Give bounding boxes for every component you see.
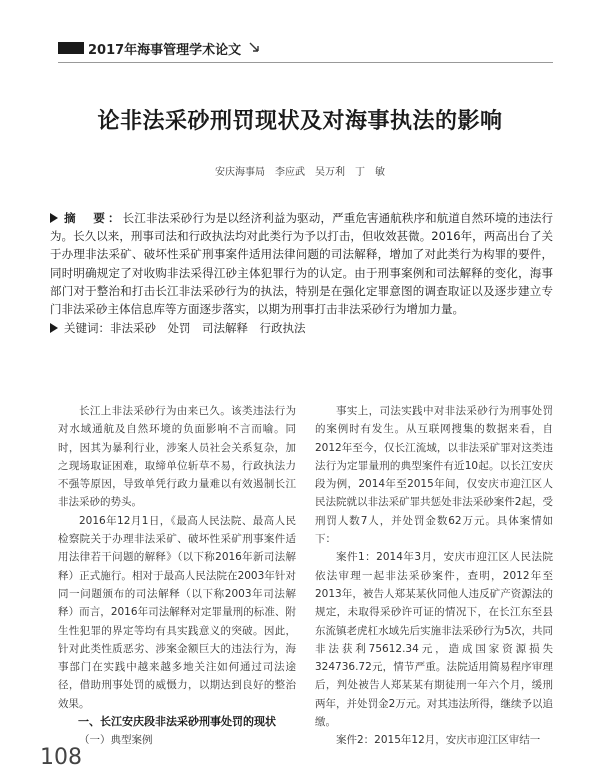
journal-name: 2017年海事管理学术论文 — [88, 43, 242, 58]
header-rule — [58, 62, 553, 63]
section-heading: 一、长江安庆段非法采砂刑事处罚的现状 — [78, 715, 276, 729]
author-line: 安庆海事局 李应武 吴万利 丁 敏 — [215, 167, 385, 178]
arrow-icon — [248, 40, 262, 54]
subsection-heading: （一）典型案例 — [79, 734, 153, 747]
body-column-left — [58, 402, 296, 750]
keywords — [50, 319, 553, 337]
paragraph: 2016年12月1日，《最高人民法院、最高人民检察院关于办理非法采矿、破坏性采矿刑事案件适用法律若干问题的解释》（以下称2016年新司法解释）正式施行。相对于最高人民法院在2003年针对同一问题颁布的司法解释（以下称2003年司法解释）而言，2016年司法解释对定罪量刑的标准、附生性犯罪的界定等均有具实践意义的突破。因此，针对此类性质恶劣、涉案金额巨大的违法行为，海事部门在实践中越来越多地关注如何通过司法途径，借助刑事处罚的威慑力，以期达到良好的整治效果。 — [58, 514, 296, 710]
body-column-right — [315, 402, 553, 750]
abstract-label: 摘 要： — [64, 211, 123, 225]
paragraph: 案件2：2015年12月，安庆市迎江区审结一 — [336, 734, 541, 747]
triangle-bullet-icon — [50, 323, 58, 333]
keywords-label: 关键词： — [64, 321, 110, 335]
journal-header — [58, 37, 548, 59]
article-title: 论非法采砂刑罚现状及对海事执法的影响 — [97, 109, 503, 134]
header-bar — [58, 42, 84, 54]
page-number: 108 — [40, 745, 82, 770]
triangle-bullet-icon — [50, 213, 58, 223]
abstract-text: 长江非法采砂行为是以经济利益为驱动，严重危害通航秩序和航道自然环境的违法行为。长久以来，刑事司法和行政执法均对此类行为予以打击，但收效甚微。2016年，两高出台了关于办理非法采矿、破坏性采矿刑事案件适用法律问题的司法解释，增加了对此类行为构罪的要件，同时明确规定了对收购非法采得江砂主体犯罪行为的认定。由于刑事案例和司法解释的变化，海事部门对于整治和打击长江非法采砂行为的执法，特别是在强化定罪意图的调查取证以及逐步建立专门非法采砂主体信息库等方面逐步落实，以期为刑事打击非法采砂行为增加力量。 — [50, 211, 553, 317]
paragraph: 长江上非法采砂行为由来已久。该类违法行为对水域通航及自然环境的负面影响不言而喻。同时，因其为暴利行业，涉案人员社会关系复杂，加之现场取证困难，取缔单位斩草不易，行政执法力不强等原因，导致单凭行政力量难以有效遏制长江非法采砂的势头。 — [58, 405, 296, 509]
paragraph: 案件1：2014年3月，安庆市迎江区人民法院依法审理一起非法采砂案件，查明，2012年至2013年，被告人郑某某伙同他人违反矿产资源法的规定，未取得采砂许可证的情况下，在长江东至县东流镇老虎杠水域先后实施非法采砂行为5次，共同非法获利75612.34元，造成国家资源损失324736.72元，情节严重。法院适用简易程序审理后，判处被告人郑某某有期徒刑一年六个月，缓刑两年，并处罚金2万元。对其违法所得，继续予以追缴。 — [315, 551, 553, 729]
abstract — [50, 209, 553, 318]
keywords-text: 非法采砂 处罚 司法解释 行政执法 — [110, 321, 306, 335]
paragraph: 事实上，司法实践中对非法采砂行为刑事处罚的案例时有发生。从互联网搜集的数据来看，自2012年至今，仅长江流域，以非法采矿罪对这类违法行为定罪量刑的典型案件有近10起。以长江安庆段为例，2014年至2015年间，仅安庆市迎江区人民法院就以非法采矿罪共惩处非法采砂案件2起，受刑罚人数7人，并处罚金数62万元。具体案情如下： — [315, 405, 553, 546]
